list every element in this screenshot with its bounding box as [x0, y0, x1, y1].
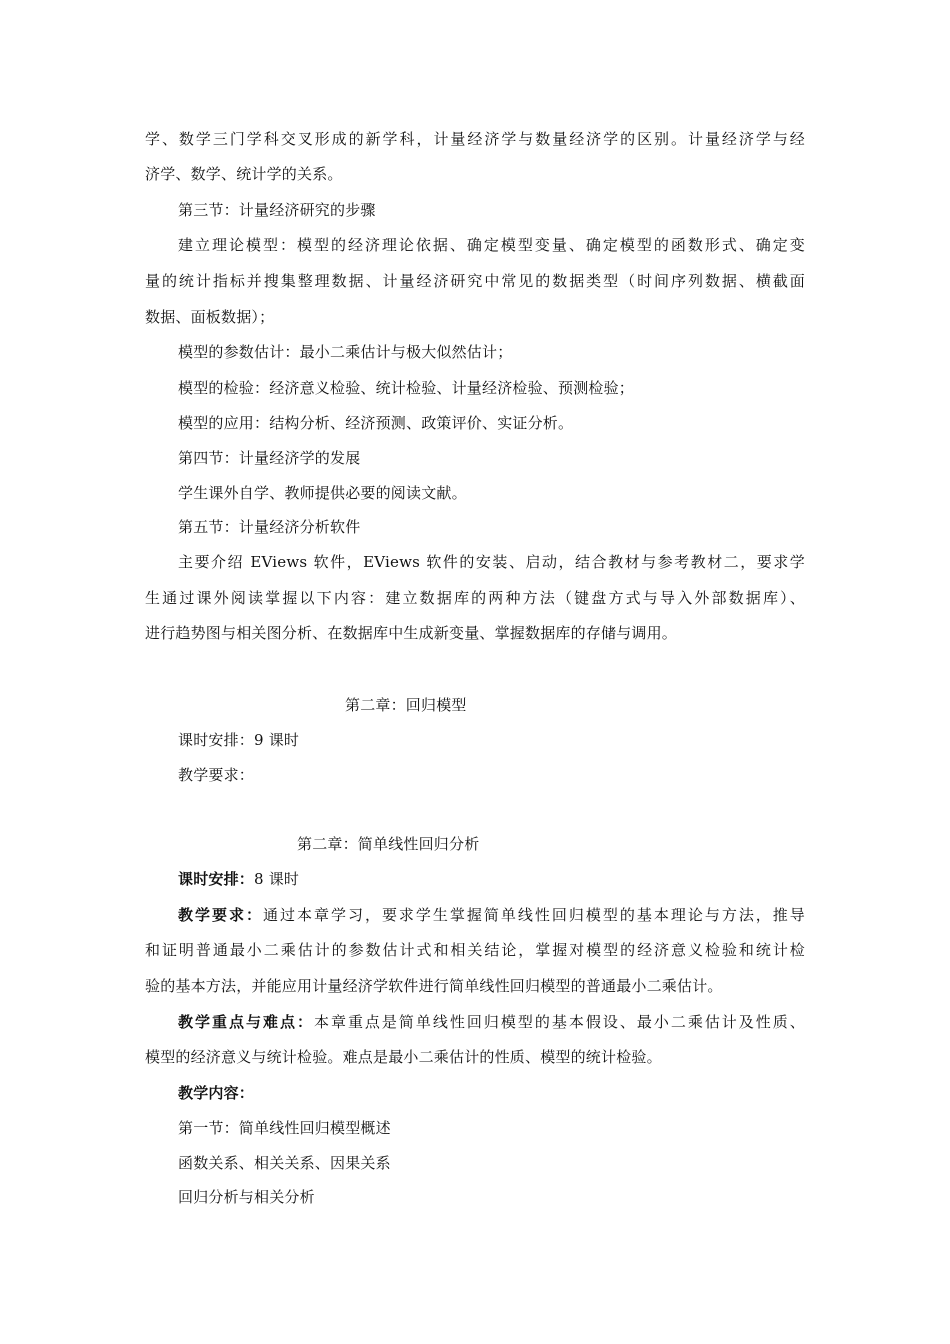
- paragraph-line: 验的基本方法，并能应用计量经济学软件进行简单线性回归模型的普通最小二乘估计。: [145, 977, 723, 995]
- paragraph-line: 学、数学三门学科交叉形成的新学科，计量经济学与数量经济学的区别。计量经济学与经: [145, 130, 805, 148]
- list-item: 回归分析与相关分析: [178, 1188, 315, 1206]
- paragraph-line: 模型的经济意义与统计检验。难点是最小二乘估计的性质、模型的统计检验。: [145, 1048, 662, 1066]
- key-points-text: 本章重点是简单线性回归模型的基本假设、最小二乘估计及性质、: [313, 1013, 805, 1031]
- paragraph-line: 学生课外自学、教师提供必要的阅读文献。: [178, 484, 467, 502]
- class-hours: [178, 869, 805, 889]
- paragraph-line: 模型的应用：结构分析、经济预测、政策评价、实证分析。: [178, 414, 574, 432]
- teaching-requirements-text: 通过本章学习，要求学生掌握简单线性回归模型的基本理论与方法，推导: [262, 906, 805, 924]
- class-hours: 课时安排：9 课时: [178, 731, 300, 749]
- paragraph-line: 进行趋势图与相关图分析、在数据库中生成新变量、掌握数据库的存储与调用。: [145, 624, 678, 642]
- paragraph-line: 和证明普通最小二乘估计的参数估计式和相关结论，掌握对模型的经济意义检验和统计检: [145, 941, 805, 959]
- key-points-label: 教学重点与难点：: [178, 1013, 314, 1031]
- paragraph-line: 模型的检验：经济意义检验、统计检验、计量经济检验、预测检验；: [178, 379, 635, 397]
- paragraph-line: 模型的参数估计：最小二乘估计与极大似然估计；: [178, 343, 513, 361]
- paragraph-line: 主要介绍 EViews 软件，EViews 软件的安装、启动，结合教材与参考教材二，要求学: [178, 553, 805, 571]
- teaching-requirements-label: 教学要求：: [178, 766, 255, 784]
- list-item: 函数关系、相关关系、因果关系: [178, 1154, 391, 1172]
- paragraph-line: 济学、数学、统计学的关系。: [145, 165, 343, 183]
- teaching-content-label: 教学内容：: [178, 1084, 255, 1102]
- teaching-requirements: [178, 905, 805, 925]
- section-title: 第五节：计量经济分析软件: [178, 518, 361, 536]
- paragraph-line: 量的统计指标并搜集整理数据、计量经济研究中常见的数据类型（时间序列数据、横截面: [145, 272, 805, 290]
- section-title: 第三节：计量经济研究的步骤: [178, 201, 376, 219]
- paragraph-line: 建立理论模型：模型的经济理论依据、确定模型变量、确定模型的函数形式、确定变: [178, 236, 805, 254]
- chapter-title: 第二章：回归模型: [345, 696, 467, 714]
- paragraph-line: 生通过课外阅读掌握以下内容：建立数据库的两种方法（键盘方式与导入外部数据库）、: [145, 589, 805, 607]
- key-points: [178, 1012, 805, 1032]
- teaching-requirements-label: 教学要求：: [178, 906, 263, 924]
- chapter-title: 第二章：简单线性回归分析: [297, 835, 480, 853]
- class-hours-value: 8 课时: [254, 870, 300, 888]
- class-hours-label: 课时安排：: [178, 870, 255, 888]
- paragraph-line: 数据、面板数据）；: [145, 308, 275, 326]
- section-title: 第一节：简单线性回归模型概述: [178, 1119, 391, 1137]
- section-title: 第四节：计量经济学的发展: [178, 449, 361, 467]
